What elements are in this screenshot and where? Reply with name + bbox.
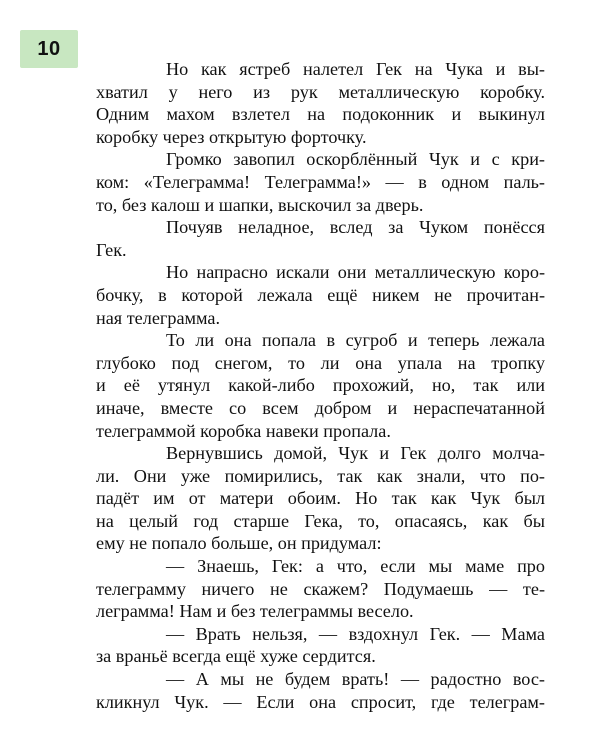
text-line: ему не попало больше, он придумал: (96, 533, 382, 554)
text-line: Почуяв неладное, вслед за Чуком понёсся (166, 217, 545, 238)
text-line: Но как ястреб налетел Гек на Чука и вы- (166, 59, 545, 79)
text-line: ком: «Телеграмма! Телеграмма!» — в одном паль- (96, 171, 545, 192)
text-line: телеграмму ничего не скажем? Подумаешь — те- (96, 578, 545, 599)
paragraph (96, 216, 545, 261)
text-line: глубоко под снегом, то ли она упала на тропку (96, 352, 545, 373)
paragraph (96, 329, 545, 442)
text-line: иначе, вместе со всем добром и нераспечатанной (96, 397, 545, 418)
page-number: 10 (37, 37, 61, 60)
paragraph (96, 261, 545, 329)
text-line: — Знаешь, Гек: а что, если мы маме про (166, 556, 545, 577)
text-line: коробку через открытую форточку. (96, 126, 367, 147)
text-line: падёт им от матери обоим. Но так как Чук был (96, 488, 545, 509)
paragraph (96, 668, 545, 713)
text-line: Вернувшись домой, Чук и Гек долго молча- (166, 443, 545, 464)
text-line: То ли она попала в сугроб и теперь лежала (166, 330, 545, 351)
text-line: ли. Они уже помирились, так как знали, что по- (96, 465, 545, 486)
text-line: ная телеграмма. (96, 307, 221, 328)
text-line: — Врать нельзя, — вздохнул Гек. — Мама (166, 623, 545, 644)
story-text (96, 58, 545, 713)
text-line: леграмма! Нам и без телеграммы весело. (96, 601, 414, 622)
page-number-badge (20, 30, 78, 68)
text-line: — А мы не будем врать! — радостно вос- (166, 669, 545, 690)
text-line: Гек. (96, 239, 127, 260)
text-line: Одним махом взлетел на подоконник и выкинул (96, 104, 545, 125)
text-line: на целый год старше Гека, то, опасаясь, как бы (96, 510, 545, 531)
paragraph (96, 442, 545, 555)
paragraph (96, 555, 545, 623)
paragraph (96, 148, 545, 216)
text-line: за враньё всегда ещё хуже сердится. (96, 646, 376, 667)
paragraph (96, 623, 545, 668)
text-line: кликнул Чук. — Если она спросит, где телеграм- (96, 691, 545, 712)
text-line: и её утянул какой-либо прохожий, но, так или (96, 375, 545, 396)
text-line: телеграммой коробка навеки пропала. (96, 420, 391, 441)
text-line: Но напрасно искали они металлическую коро- (166, 262, 545, 283)
paragraph (96, 58, 545, 148)
text-line: хватил у него из рук металлическую коробку. (96, 81, 545, 102)
text-line: Громко завопил оскорблённый Чук и с кри- (166, 149, 545, 170)
text-line: бочку, в которой лежала ещё никем не прочитан- (96, 284, 545, 305)
text-line: то, без калош и шапки, выскочил за дверь. (96, 194, 424, 215)
